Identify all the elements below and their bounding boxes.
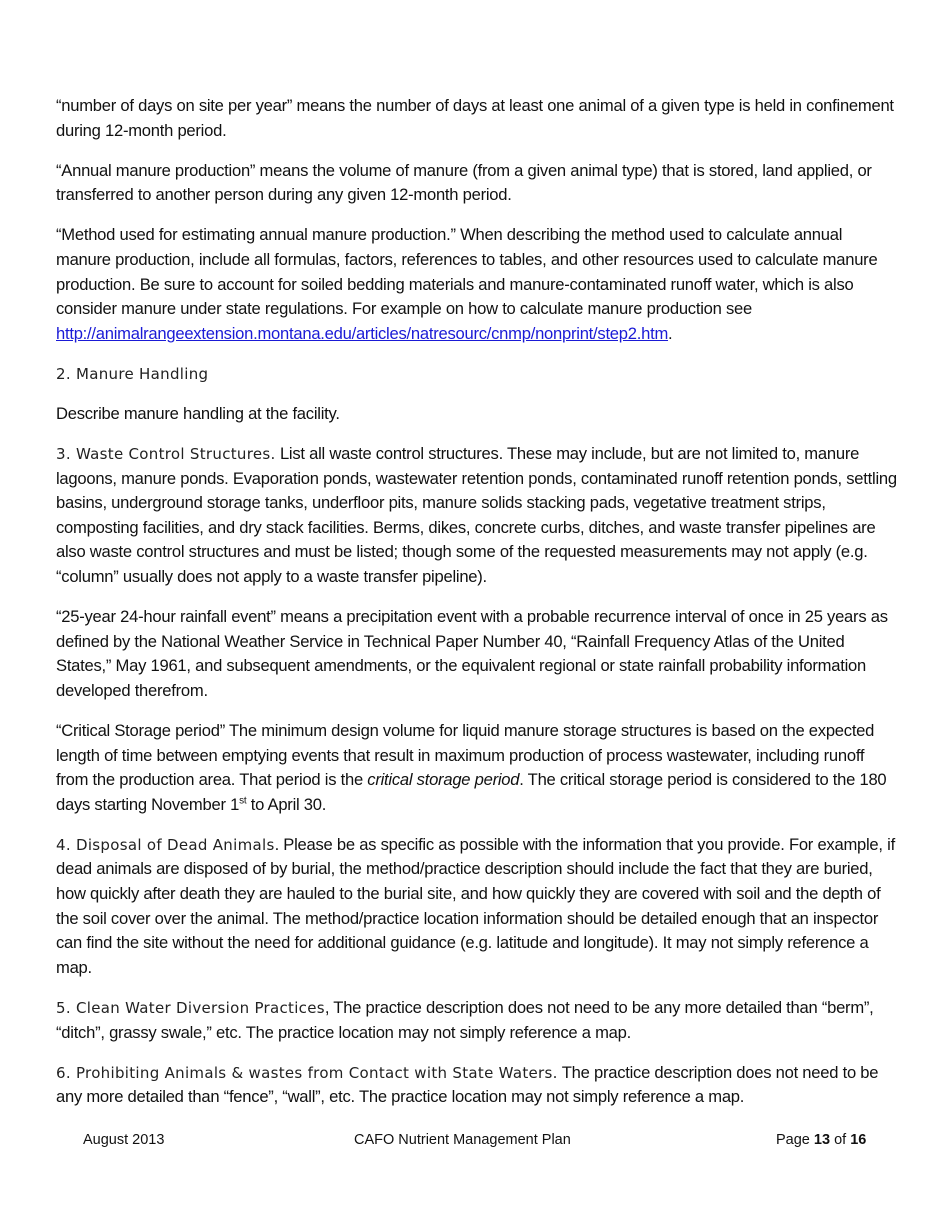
italic-term: critical storage period [367, 770, 520, 790]
page-total: 16 [850, 1132, 867, 1148]
page-current: 13 [813, 1132, 831, 1148]
section-6-prohibiting-animals [56, 1061, 898, 1110]
paragraph-text: to April 30. [246, 794, 327, 814]
page-label: Page [776, 1132, 814, 1148]
section-heading: 2. Manure Handling [56, 364, 209, 383]
paragraph-text: , The practice description does not need to be any more detailed than “berm”, “ditch”, grassy swale,” etc. The practice location may not simply reference a map. [56, 997, 874, 1042]
paragraph-annual-manure [56, 159, 898, 208]
paragraph-text: . The critical storage period is considered to the 180 days starting November 1 [56, 770, 887, 814]
section-4-dead-animals [56, 833, 898, 981]
section-3-waste-control [56, 442, 898, 590]
paragraph-text: . Please be as specific as possible with the information that you provide. For example, if dead animals are disposed of by burial, the method/practice description should include the fact that they are buried, how quickly after death they are hauled to the burial site, and how quickly they are covered with soil and the depth of the soil cover over the animal. The method/practice location information should be detailed enough that an inspector can find the site without the need for additional guidance (e.g. latitude and longitude). It may not simply reference a map. [56, 834, 895, 977]
paragraph-text: “Critical Storage period” The minimum design volume for liquid manure storage structures is based on the expected length of time between emptying events that result in maximum production of process wastewater, including runoff from the production area. That period is the [56, 720, 875, 790]
paragraph-text: Describe manure handling at the facility. [56, 403, 340, 423]
ordinal-suffix: st [239, 795, 247, 807]
paragraph-days-on-site [56, 94, 898, 143]
section-5-clean-water [56, 996, 898, 1045]
footer-title: CAFO Nutrient Management Plan [354, 1132, 571, 1148]
section-heading: 3. Waste Control Structures. [56, 445, 276, 464]
section-heading: 6. Prohibiting Animals & wastes from Contact with State Waters. [56, 1063, 558, 1082]
page-of: of [830, 1132, 851, 1148]
montana-extension-link[interactable]: http://animalrangeextension.montana.edu/articles/natresourc/cnmp/nonprint/step2.htm [56, 323, 669, 343]
section-heading: 5. Clean Water Diversion Practices [56, 998, 325, 1017]
footer-date: August 2013 [83, 1132, 165, 1148]
section-heading: 4. Disposal of Dead Animals [56, 835, 275, 854]
paragraph-text: “number of days on site per year” means the number of days at least one animal of a given type is held in confinement during 12-month period. [56, 96, 894, 140]
paragraph-text: “Method used for estimating annual manure production.” When describing the method used to calculate annual manure production, include all formulas, factors, references to tables, and other resources used to calculate manure production. Be sure to account for soiled bedding materials and manure-contaminated runoff water, which is also consider manure under state regulations. For example on how to calculate manure production see [56, 225, 878, 319]
paragraph-method [56, 223, 898, 346]
paragraph-text: “25-year 24-hour rainfall event” means a precipitation event with a probable recurrence interval of once in 25 years as defined by the National Weather Service in Technical Paper Number 40, “Rainfall Frequency Atlas of the United States,” May 1961, and subsequent amendments, or the equivalent regional or state rainfall probability information developed therefrom. [56, 607, 888, 700]
page-footer [0, 1130, 950, 1154]
body-content [56, 94, 898, 1125]
paragraph-text: . [668, 323, 673, 343]
paragraph-text: The practice description does not need to be any more detailed than “fence”, “wall”, etc. The practice location may not simply reference a map. [56, 1062, 879, 1107]
paragraph-rainfall-event [56, 605, 898, 703]
footer-page-number [776, 1132, 866, 1148]
paragraph-critical-storage [56, 719, 898, 817]
section-2-heading [56, 362, 898, 387]
paragraph-manure-handling [56, 402, 898, 427]
paragraph-text: “Annual manure production” means the volume of manure (from a given animal type) that is stored, land applied, or transferred to another person during any given 12-month period. [56, 160, 872, 205]
paragraph-text: List all waste control structures. These may include, but are not limited to, manure lagoons, manure ponds. Evaporation ponds, wastewater retention ponds, contaminated runoff retention ponds, settling basins, underground storage tanks, underfloor pits, manure solids stacking pads, vegetative treatment strips, composting facilities, and dry stack facilities. Berms, dikes, concrete curbs, ditches, and waste transfer pipelines are also waste control structures and must be listed; though some of the requested measurements may not apply (e.g. “column” usually does not apply to a waste transfer pipeline). [56, 444, 897, 586]
